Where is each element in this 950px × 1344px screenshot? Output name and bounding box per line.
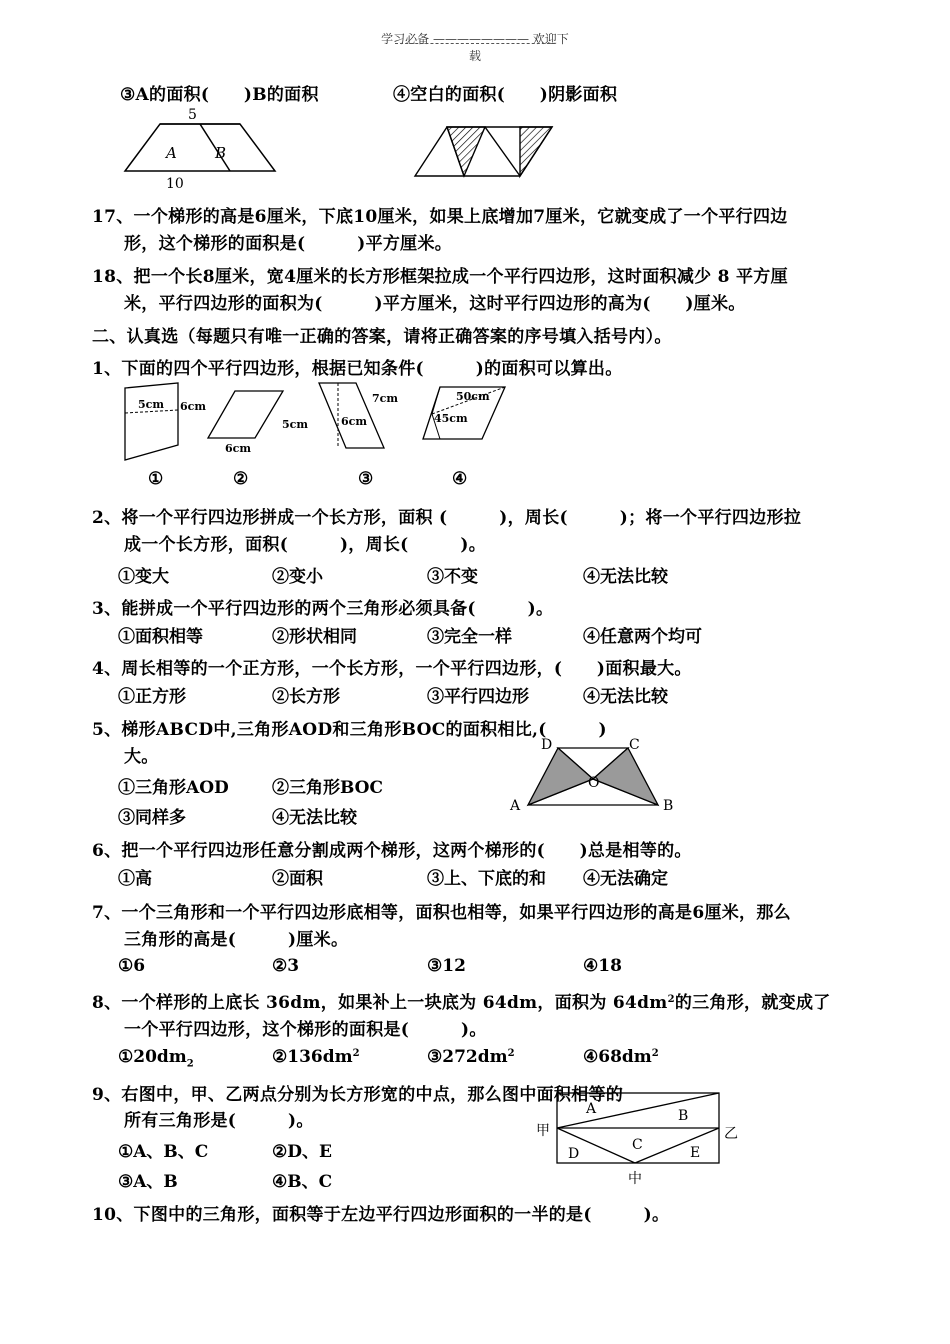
c1-label-2: ② — [233, 469, 249, 489]
c3-stem: 3、能拼成一个平行四边形的两个三角形必须具备( )。 — [92, 599, 554, 619]
c8-option-4: $④68dm^2$ — [583, 1047, 659, 1067]
c1-figure-2 — [205, 388, 315, 458]
c6-option-1: ①高 — [118, 869, 152, 889]
svg-text:O: O — [588, 775, 600, 791]
trapezoid-outline — [125, 124, 275, 171]
fig-label-b: B — [215, 144, 227, 162]
page-header: 学习必备 ———————— 欢迎下载 — [381, 32, 569, 63]
c5-line-1: 5、梯形ABCD中,三角形AOD和三角形BOC的面积相比,( ) — [92, 720, 607, 740]
c9-option-4: ④B、C — [272, 1172, 333, 1192]
c9-option-1: ①A、B、C — [118, 1142, 209, 1162]
svg-text:甲: 甲 — [536, 1123, 550, 1139]
c2-option-3: ③不变 — [427, 567, 478, 587]
c7-line-1: 7、一个三角形和一个平行四边形底相等，面积也相等，如果平行四边形的高是6厘米，那么 — [92, 903, 791, 923]
svg-text:A: A — [510, 798, 521, 814]
c6-option-4: ④无法确定 — [583, 869, 668, 889]
c8-option-2: $②136dm^2$ — [272, 1047, 360, 1067]
c5-option-2: ②三角形BOC — [272, 778, 384, 798]
c8-line-2: 一个平行四边形，这个梯形的面积是( )。 — [124, 1020, 487, 1040]
svg-text:7cm: 7cm — [372, 392, 398, 405]
c9-option-3: ③A、B — [118, 1172, 178, 1192]
q16-shaded-figure — [412, 124, 562, 184]
shaded-triangle-1 — [447, 127, 485, 176]
fig-label-bottom: 10 — [166, 176, 184, 192]
q16-option-4: ④空白的面积( )阴影面积 — [393, 85, 618, 105]
svg-text:6cm: 6cm — [180, 400, 206, 413]
c5-option-4: ④无法比较 — [272, 808, 357, 828]
c4-option-4: ④无法比较 — [583, 687, 668, 707]
c1-label-4: ④ — [452, 469, 468, 489]
fig-label-top: 5 — [188, 107, 197, 123]
c2-option-1: ①变大 — [118, 567, 169, 587]
c7-line-2: 三角形的高是( )厘米。 — [124, 930, 349, 950]
svg-text:C: C — [632, 1137, 643, 1153]
header-rule — [395, 43, 555, 44]
c2-line-1: 2、将一个平行四边形拼成一个长方形，面积 ( )，周长( )；将一个平行四边形拉 — [92, 508, 802, 528]
c3-option-1: ①面积相等 — [118, 627, 203, 647]
c7-option-1: ①6 — [118, 956, 146, 976]
c9-line-2: 所有三角形是( )。 — [124, 1111, 314, 1131]
c5-line-2: 大。 — [124, 747, 159, 767]
c1-figure-1 — [120, 380, 210, 465]
svg-text:B: B — [663, 798, 674, 814]
c1-label-1: ① — [148, 469, 164, 489]
c1-stem: 1、下面的四个平行四边形，根据已知条件( )的面积可以算出。 — [92, 359, 623, 379]
c5-trapezoid-figure — [505, 735, 675, 815]
svg-text:C: C — [629, 737, 640, 753]
c4-option-1: ①正方形 — [118, 687, 186, 707]
c1-figure-4 — [420, 384, 530, 459]
c5-option-1: ①三角形AOD — [118, 778, 229, 798]
svg-text:5cm: 5cm — [138, 398, 164, 411]
c8-option-3: $③272dm^2$ — [427, 1047, 515, 1067]
c1-figure-3 — [316, 380, 416, 455]
c2-option-4: ④无法比较 — [583, 567, 668, 587]
c4-stem: 4、周长相等的一个正方形，一个长方形，一个平行四边形，( )面积最大。 — [92, 659, 692, 679]
c3-option-4: ④任意两个均可 — [583, 627, 702, 647]
c2-option-2: ②变小 — [272, 567, 323, 587]
c3-option-3: ③完全一样 — [427, 627, 512, 647]
svg-text:50cm: 50cm — [456, 390, 490, 403]
svg-text:6cm: 6cm — [341, 415, 367, 428]
svg-text:45cm: 45cm — [434, 412, 468, 425]
fig-label-a: A — [166, 144, 177, 162]
c3-option-2: ②形状相同 — [272, 627, 357, 647]
q17-line-1: 17、一个梯形的高是6厘米，下底10厘米，如果上底增加7厘米，它就变成了一个平行四边 — [92, 207, 788, 227]
c4-option-2: ②长方形 — [272, 687, 340, 707]
q18-line-2: 米，平行四边形的面积为( )平方厘米，这时平行四边形的高为( )厘米。 — [124, 294, 746, 314]
svg-text:D: D — [568, 1146, 580, 1162]
c9-rectangle-figure — [530, 1085, 750, 1195]
c1-label-3: ③ — [358, 469, 374, 489]
q17-line-2: 形，这个梯形的面积是( )平方厘米。 — [124, 234, 453, 254]
q16-option-3: ③A的面积( )B的面积 — [120, 85, 319, 105]
c4-option-3: ③平行四边形 — [427, 687, 529, 707]
svg-text:中: 中 — [628, 1171, 642, 1187]
svg-text:乙: 乙 — [724, 1126, 738, 1142]
c7-option-4: ④18 — [583, 956, 622, 976]
q16-trapezoid-figure — [120, 106, 290, 192]
c2-line-2: 成一个长方形，面积( )，周长( )。 — [124, 535, 487, 555]
c6-stem: 6、把一个平行四边形任意分割成两个梯形，这两个梯形的( )总是相等的。 — [92, 841, 692, 861]
svg-text:E: E — [690, 1145, 701, 1161]
c7-option-2: ②3 — [272, 956, 300, 976]
svg-text:5cm: 5cm — [282, 418, 308, 431]
c6-option-3: ③上、下底的和 — [427, 869, 546, 889]
section-2-title: 二、认真选（每题只有唯一正确的答案，请将正确答案的序号填入括号内）。 — [92, 327, 672, 347]
q18-line-1: 18、把一个长8厘米，宽4厘米的长方形框架拉成一个平行四边形，这时面积减少 8 平方厘 — [92, 267, 788, 287]
svg-text:6cm: 6cm — [225, 442, 251, 455]
svg-text:D: D — [541, 737, 553, 753]
c8-line-1: 8、一个样形的上底长 36dm，如果补上一块底为 64dm，面积为 $64dm^2$的三角形，就变成了 — [92, 993, 831, 1013]
c7-option-3: ③12 — [427, 956, 466, 976]
c8-option-1: $①20dm_2$ — [118, 1047, 194, 1070]
c5-option-3: ③同样多 — [118, 808, 186, 828]
svg-text:A: A — [586, 1101, 597, 1117]
c10-stem: 10、下图中的三角形，面积等于左边平行四边形面积的一半的是( )。 — [92, 1205, 670, 1225]
c9-line-1: 9、右图中，甲、乙两点分别为长方形宽的中点，那么图中面积相等的 — [92, 1085, 624, 1105]
c9-option-2: ②D、E — [272, 1142, 332, 1162]
svg-text:B: B — [678, 1108, 689, 1124]
c6-option-2: ②面积 — [272, 869, 323, 889]
